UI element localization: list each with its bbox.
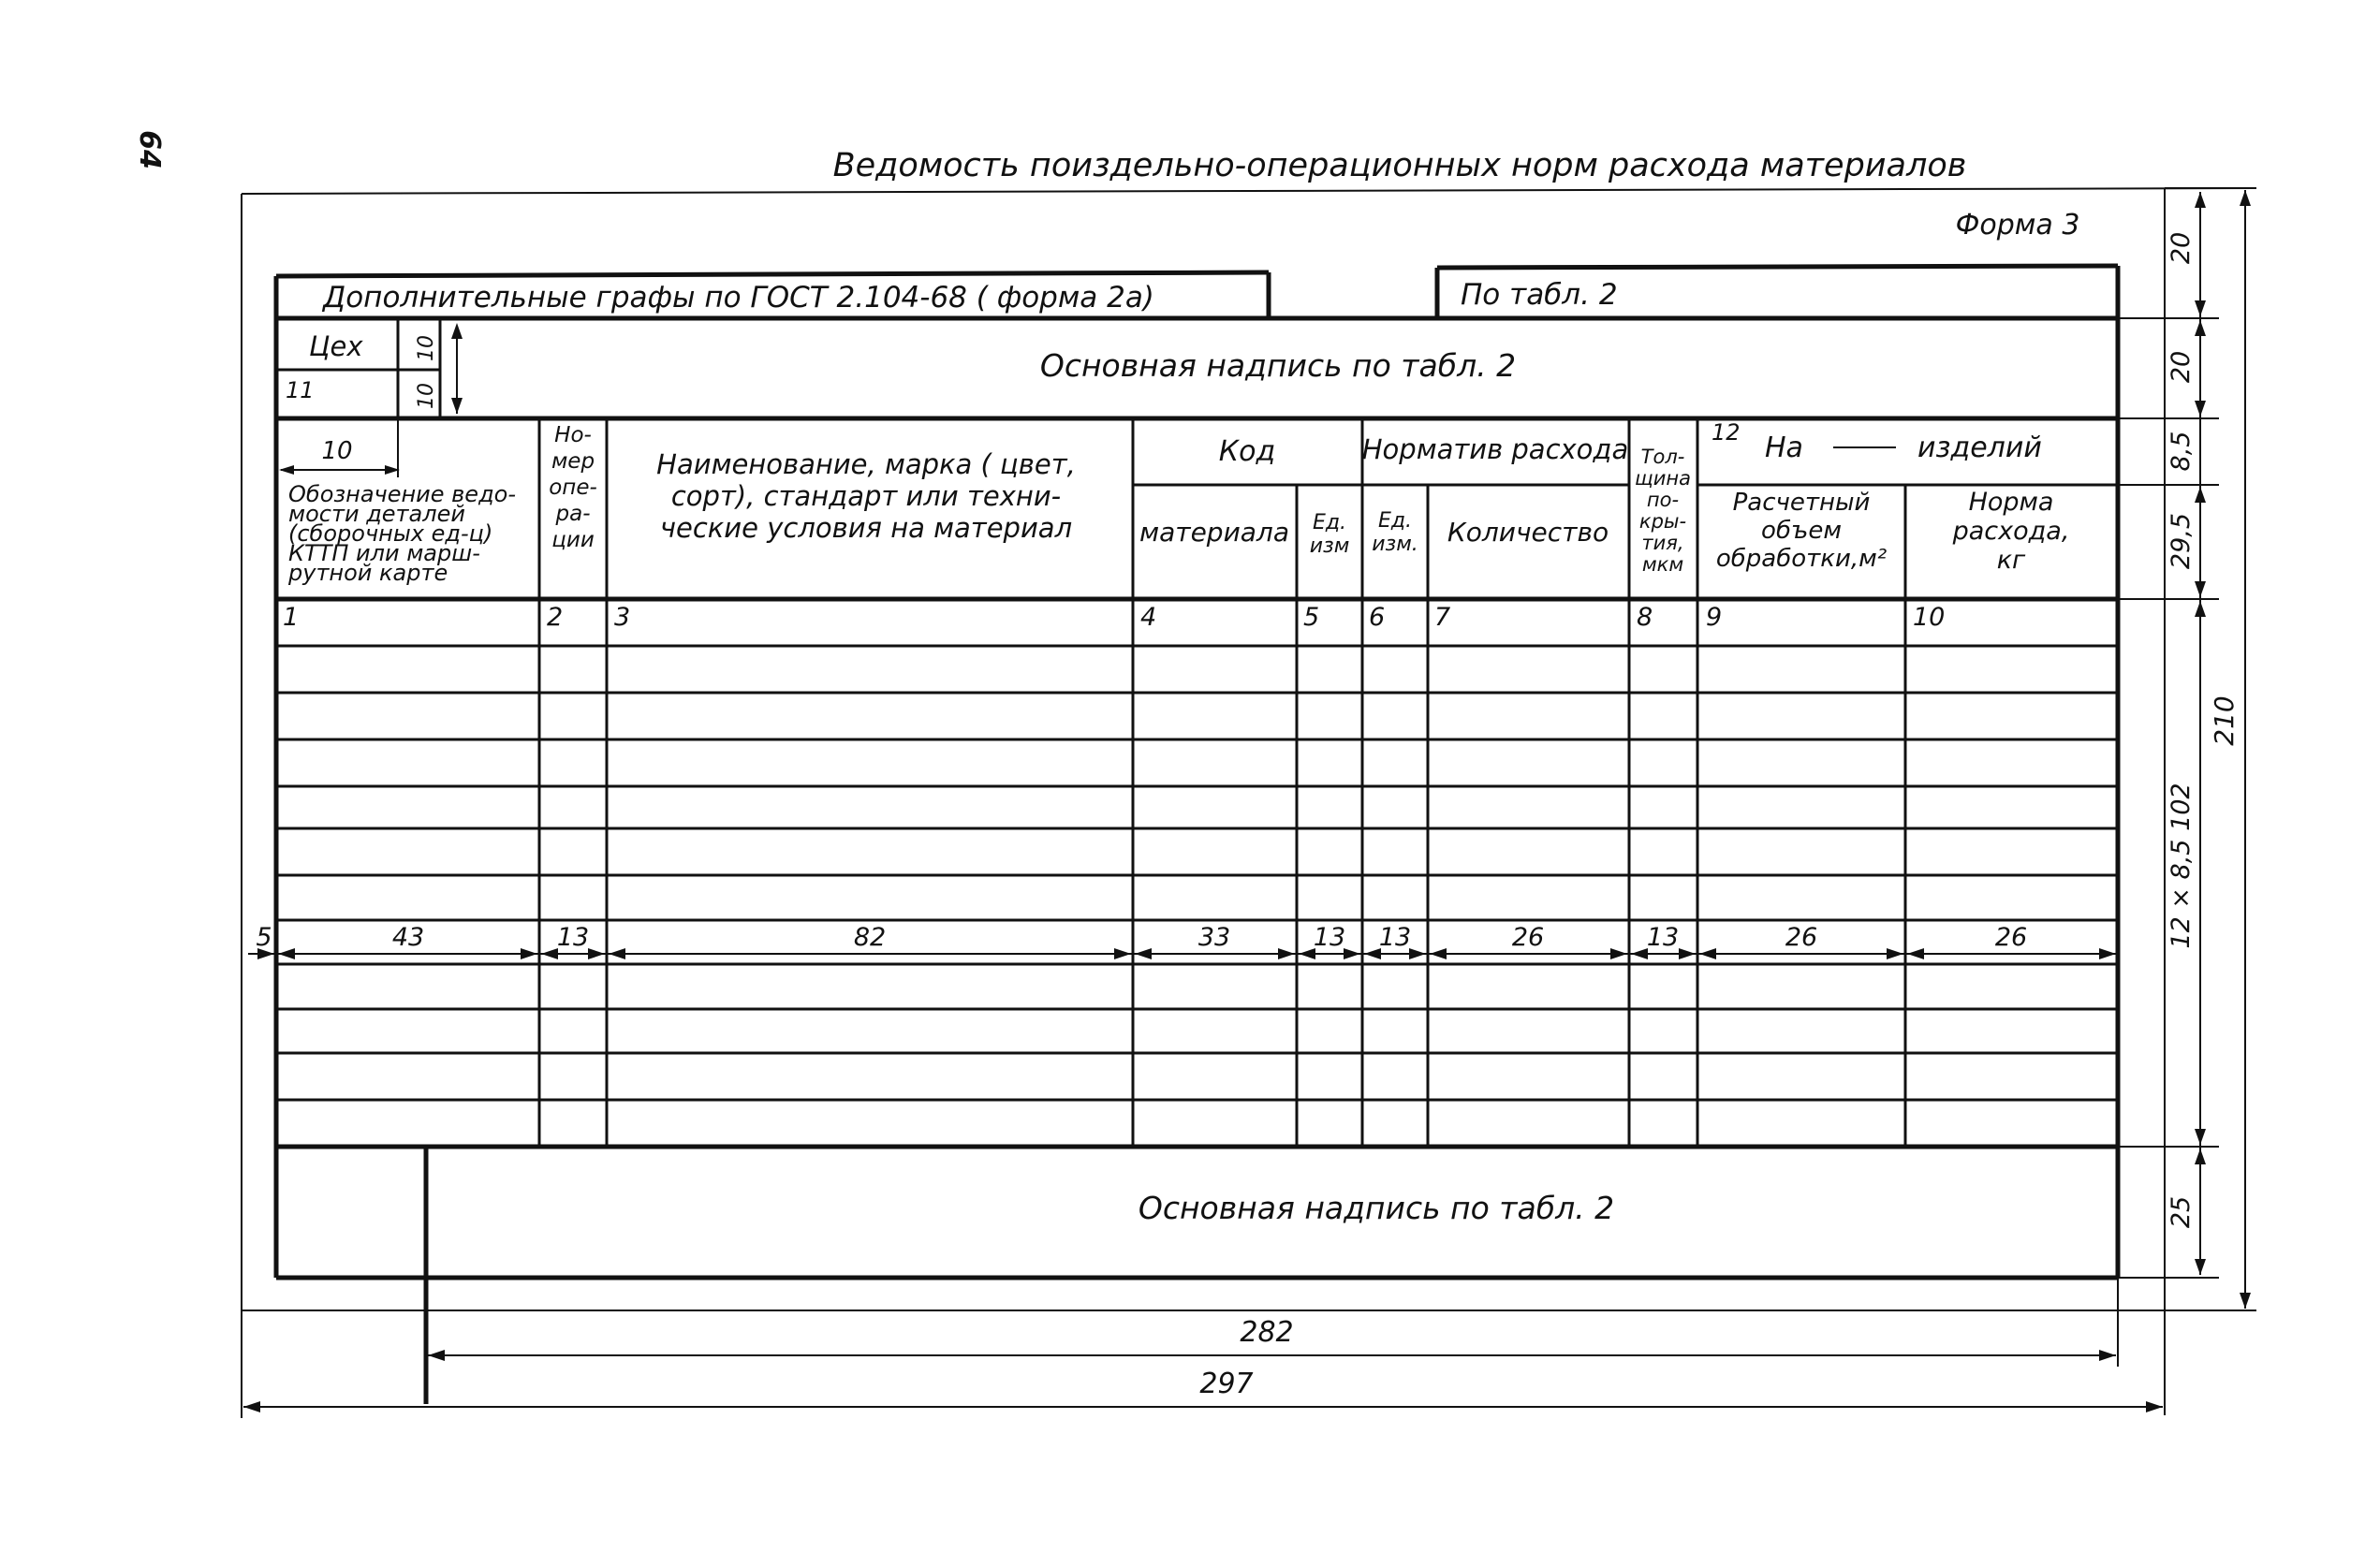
footer-inscription: Основная надпись по табл. 2: [1138, 1190, 1615, 1226]
svg-text:Наименование, марка ( цвет,: Наименование, марка ( цвет,: [656, 448, 1076, 480]
svg-text:кг: кг: [1996, 546, 2026, 575]
svg-text:опе-: опе-: [549, 476, 597, 500]
workshop-height-dim: [451, 323, 463, 414]
svg-text:6: 6: [1369, 603, 1386, 632]
svg-text:9: 9: [1706, 603, 1723, 632]
per-group-on: На: [1765, 432, 1803, 464]
body-rows: [276, 646, 2118, 1147]
svg-text:8,5: 8,5: [2167, 431, 2196, 472]
svg-text:(сборочных ед-ц): (сборочных ед-ц): [288, 520, 493, 547]
col1-sub-width: 10: [321, 437, 353, 465]
svg-text:изм: изм: [1309, 534, 1350, 558]
svg-text:8: 8: [1637, 603, 1653, 632]
workshop-code: 11: [286, 377, 315, 403]
svg-text:тия,: тия,: [1641, 532, 1684, 554]
svg-text:7: 7: [1434, 603, 1451, 632]
svg-text:33: 33: [1197, 923, 1231, 952]
per-group-number: 12: [1712, 419, 1741, 446]
inner-width-label: 282: [1240, 1316, 1294, 1349]
svg-text:Расчетный: Расчетный: [1732, 489, 1871, 517]
svg-text:2: 2: [547, 603, 564, 632]
svg-text:25: 25: [2167, 1195, 2196, 1229]
svg-text:по-: по-: [1646, 489, 1680, 511]
svg-text:13: 13: [556, 923, 590, 952]
svg-text:Обозначение ведо-: Обозначение ведо-: [288, 481, 517, 507]
workshop-height-top: 10: [415, 335, 438, 361]
col3-header: [656, 448, 1076, 544]
norm-group-header: Норматив расхода: [1361, 433, 1629, 465]
svg-text:Тол-: Тол-: [1640, 446, 1685, 468]
svg-text:3: 3: [614, 603, 631, 632]
total-width-label: 297: [1199, 1368, 1254, 1400]
svg-text:43: 43: [391, 923, 425, 952]
svg-text:12 × 8,5 102: 12 × 8,5 102: [2167, 783, 2196, 949]
main-frame: [276, 266, 2118, 1278]
svg-text:26: 26: [1785, 923, 1818, 952]
total-height-label: 210: [2209, 695, 2240, 746]
svg-text:ческие условия на материал: ческие условия на материал: [659, 512, 1073, 544]
svg-text:13: 13: [1313, 923, 1346, 952]
code-group-header: Код: [1218, 435, 1276, 468]
workshop-height-bottom: 10: [415, 383, 438, 409]
document-title: Ведомость поиздельно-операционных норм расхода материалов: [832, 147, 1967, 184]
total-width-dim: [242, 1310, 2163, 1418]
per-group-items: изделий: [1917, 432, 2042, 464]
right-stack-labels: [2167, 232, 2196, 1228]
svg-text:10: 10: [1913, 603, 1946, 632]
svg-text:Но-: Но-: [554, 423, 592, 447]
svg-text:26: 26: [1994, 923, 2028, 952]
col10-header: [1952, 488, 2070, 575]
svg-text:изм.: изм.: [1372, 533, 1418, 556]
svg-text:1: 1: [283, 603, 300, 632]
svg-text:13: 13: [1378, 923, 1412, 952]
svg-text:кры-: кры-: [1638, 510, 1687, 533]
col8-header: [1635, 446, 1691, 576]
svg-text:26: 26: [1511, 923, 1545, 952]
svg-text:13: 13: [1646, 923, 1680, 952]
svg-text:объем: объем: [1761, 517, 1842, 545]
svg-text:обработки,м²: обработки,м²: [1715, 545, 1888, 573]
svg-text:82: 82: [853, 923, 887, 952]
col5-header: [1310, 511, 1350, 558]
svg-text:мкм: мкм: [1641, 553, 1684, 576]
svg-text:КТТП или марш-: КТТП или марш-: [288, 540, 480, 566]
col1-header: [287, 481, 516, 586]
svg-text:20: 20: [2167, 231, 2196, 265]
col7-header: Количество: [1447, 517, 1609, 548]
svg-text:Ед.: Ед.: [1312, 511, 1347, 534]
col4-header: материала: [1139, 517, 1290, 548]
main-inscription-label: Основная надпись по табл. 2: [1039, 347, 1517, 384]
svg-text:мер: мер: [551, 449, 595, 474]
svg-text:5: 5: [256, 923, 272, 952]
form-label: Форма 3: [1955, 209, 2080, 241]
svg-text:29,5: 29,5: [2167, 512, 2196, 570]
svg-text:щина: щина: [1634, 467, 1692, 490]
col2-header: [549, 423, 597, 552]
svg-text:мости деталей: мости деталей: [288, 501, 465, 527]
svg-text:4: 4: [1140, 603, 1157, 632]
extra-columns-label: Дополнительные графы по ГОСТ 2.104-68 ( форма 2а): [323, 281, 1154, 315]
svg-text:рутной карте: рутной карте: [288, 560, 448, 586]
svg-text:Норма: Норма: [1968, 488, 2054, 517]
column-numbers: [283, 603, 1945, 632]
page-number: 64: [133, 130, 166, 169]
svg-text:5: 5: [1303, 603, 1320, 632]
svg-text:расхода,: расхода,: [1952, 517, 2070, 546]
col9-header: [1716, 489, 1887, 573]
svg-text:ции: ции: [551, 528, 595, 552]
svg-text:ра-: ра-: [555, 502, 591, 526]
col6-header: [1372, 509, 1418, 556]
column-width-dims: [248, 948, 2118, 959]
svg-text:Ед.: Ед.: [1377, 509, 1413, 533]
svg-text:20: 20: [2167, 350, 2196, 384]
by-table-top-label: По табл. 2: [1461, 278, 1618, 312]
workshop-label: Цех: [309, 330, 363, 362]
svg-text:сорт), стандарт или техни-: сорт), стандарт или техни-: [670, 480, 1062, 512]
column-width-labels: [256, 923, 2027, 952]
